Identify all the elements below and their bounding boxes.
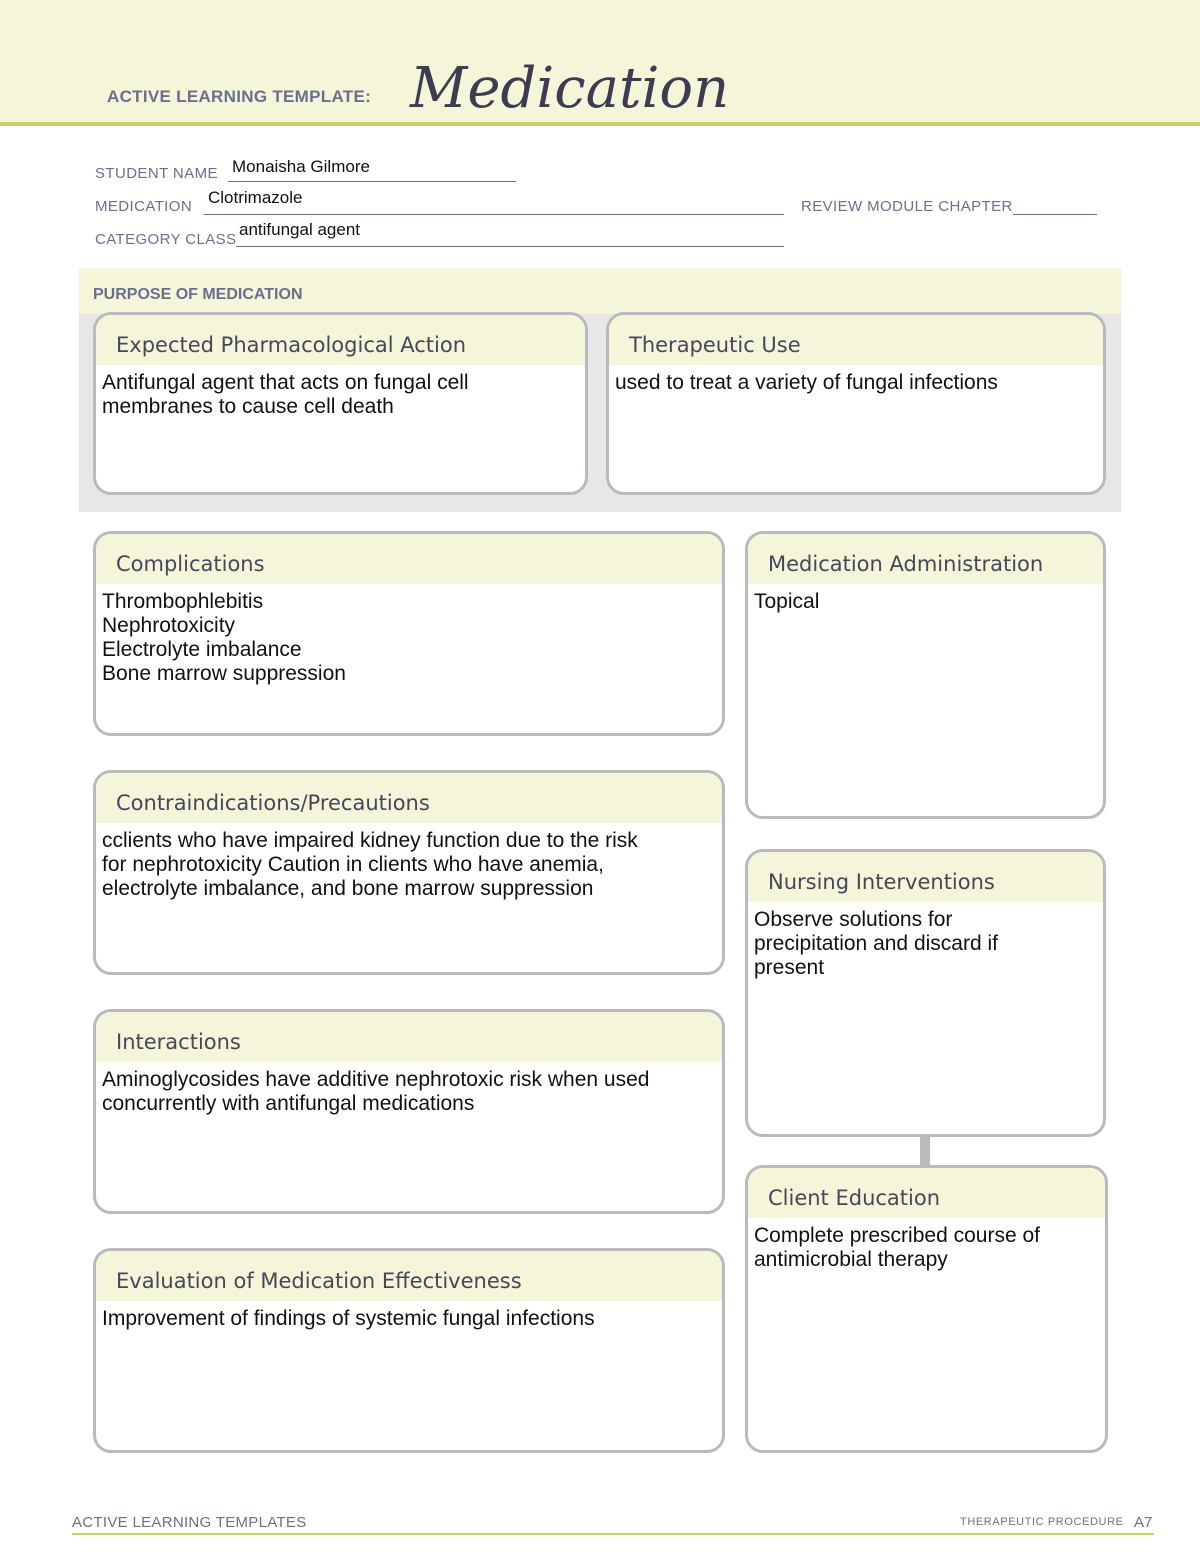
footer-rule — [72, 1533, 1154, 1535]
interactions-box — [93, 1009, 725, 1214]
footer-left: ACTIVE LEARNING TEMPLATES — [72, 1514, 307, 1531]
review-module-line — [1013, 214, 1097, 215]
administration-text[interactable]: Topical — [754, 590, 820, 613]
student-name-line — [228, 181, 516, 182]
page-title: Medication — [410, 56, 730, 121]
evaluation-text[interactable]: Improvement of findings of systemic fungal infections — [102, 1307, 595, 1330]
therapeutic-use-title: Therapeutic Use — [609, 315, 1103, 365]
medication-value[interactable]: Clotrimazole — [208, 188, 303, 207]
footer-page: A7 — [1134, 1514, 1153, 1531]
header-rule — [0, 122, 1200, 126]
contraindications-title: Contraindications/Precautions — [96, 773, 722, 823]
category-class-label: CATEGORY CLASS — [95, 231, 237, 248]
nursing-title: Nursing Interventions — [748, 852, 1103, 902]
evaluation-title: Evaluation of Medication Effectiveness — [96, 1251, 722, 1301]
complications-text[interactable]: Thrombophlebitis Nephrotoxicity Electrolyte imbalance Bone marrow suppression — [102, 590, 346, 685]
medication-label: MEDICATION — [95, 198, 193, 215]
nursing-box — [745, 849, 1106, 1137]
evaluation-box — [93, 1248, 725, 1453]
administration-box — [745, 531, 1106, 819]
review-module-label: REVIEW MODULE CHAPTER — [801, 198, 1013, 215]
therapeutic-use-text[interactable]: used to treat a variety of fungal infections — [615, 371, 998, 394]
student-name-value[interactable]: Monaisha Gilmore — [232, 157, 370, 176]
medication-line — [204, 214, 784, 215]
box-connector — [920, 1134, 930, 1167]
complications-title: Complications — [96, 534, 722, 584]
client-education-text[interactable]: Complete prescribed course of antimicrobial therapy — [754, 1224, 1040, 1271]
client-education-title: Client Education — [748, 1168, 1105, 1218]
pharm-action-text[interactable]: Antifungal agent that acts on fungal cell membranes to cause cell death — [102, 371, 469, 418]
category-class-value[interactable]: antifungal agent — [239, 220, 360, 239]
administration-title: Medication Administration — [748, 534, 1103, 584]
interactions-text[interactable]: Aminoglycosides have additive nephrotoxic risk when used concurrently with antifungal medications — [102, 1068, 650, 1115]
purpose-label: PURPOSE OF MEDICATION — [93, 286, 303, 303]
contraindications-box — [93, 770, 725, 975]
category-class-line — [236, 246, 784, 247]
nursing-text[interactable]: Observe solutions for precipitation and discard if present — [754, 908, 998, 979]
therapeutic-use-box — [606, 312, 1106, 495]
interactions-title: Interactions — [96, 1012, 722, 1062]
contraindications-text[interactable]: cclients who have impaired kidney function due to the risk for nephrotoxicity Caution in clients who have anemia, electrolyte imbalance, and bone marrow suppression — [102, 829, 638, 900]
client-education-box — [745, 1165, 1108, 1453]
complications-box — [93, 531, 725, 736]
student-name-label: STUDENT NAME — [95, 165, 218, 182]
pharm-action-title: Expected Pharmacological Action — [96, 315, 585, 365]
pharm-action-box — [93, 312, 588, 495]
template-label: ACTIVE LEARNING TEMPLATE: — [107, 87, 372, 106]
footer-right: THERAPEUTIC PROCEDURE — [960, 1516, 1124, 1528]
